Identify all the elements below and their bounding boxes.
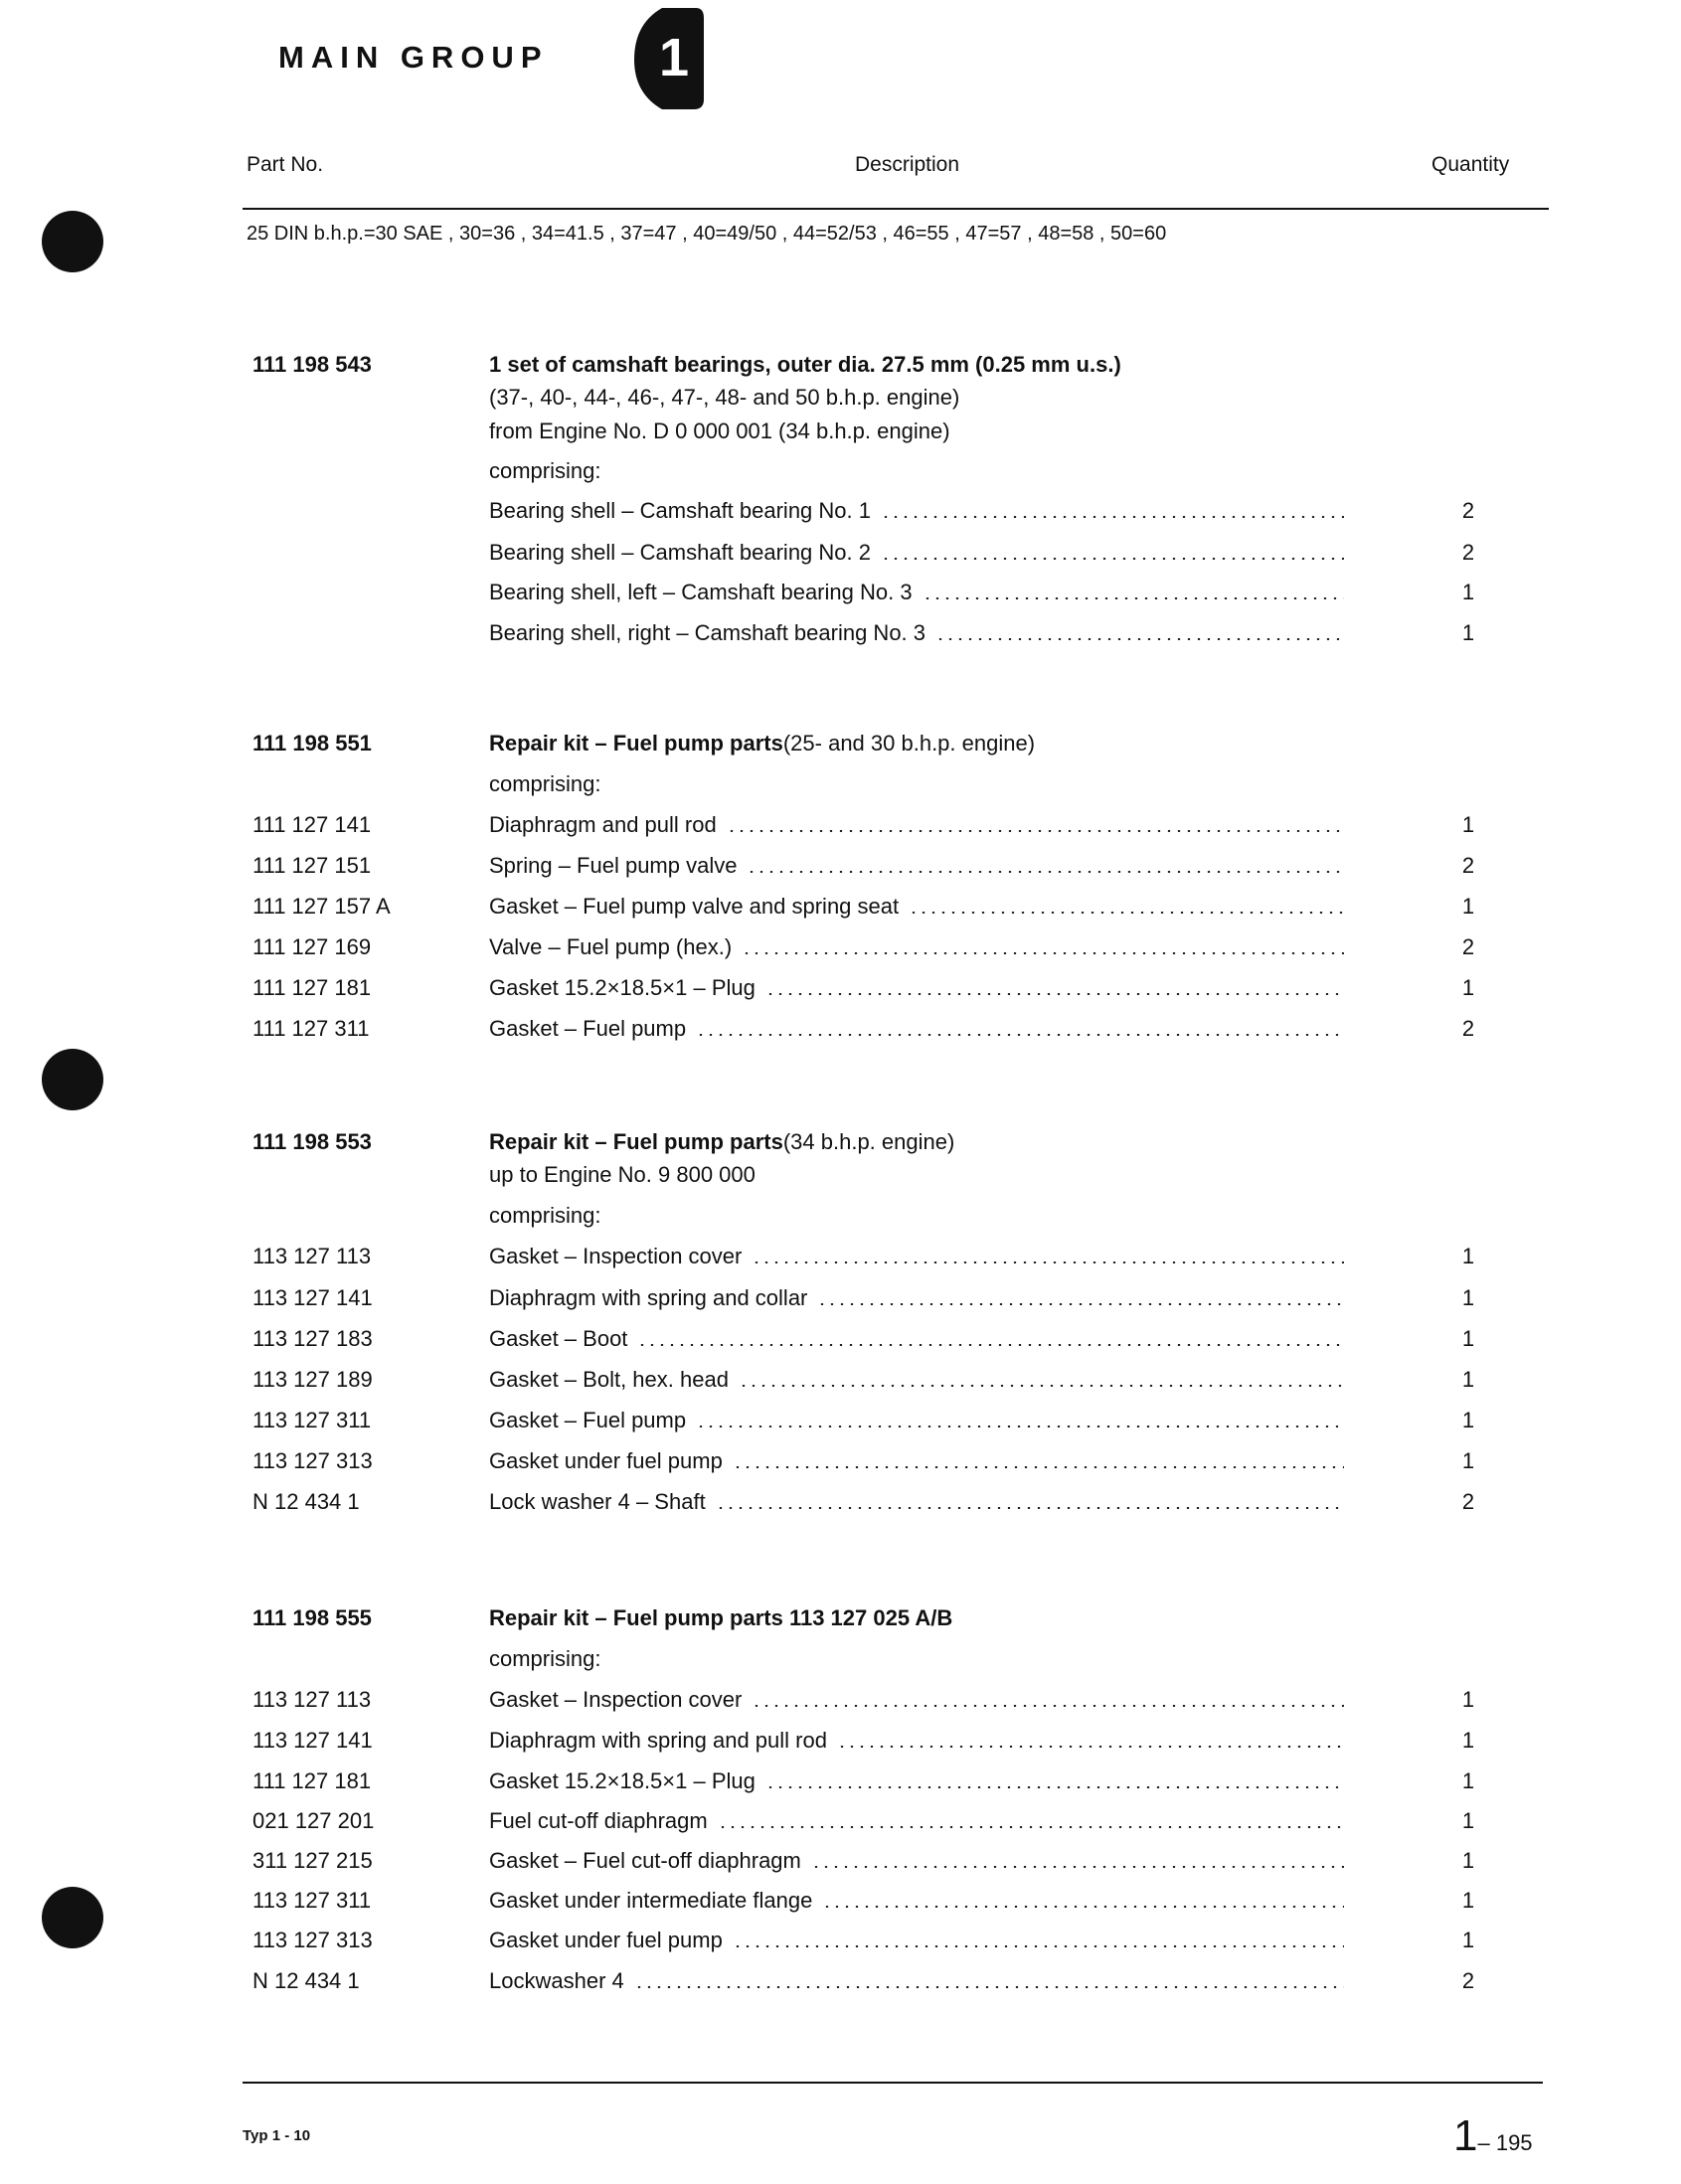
part-description xyxy=(489,620,1352,646)
description-text: Gasket under fuel pump xyxy=(489,1448,723,1473)
quantity: 1 xyxy=(1461,1367,1475,1392)
description-text: Diaphragm and pull rod xyxy=(489,812,717,837)
part-number: 113 127 313 xyxy=(252,1928,373,1952)
part-description xyxy=(489,1848,1352,1874)
description-text: Gasket – Inspection cover xyxy=(489,1244,743,1268)
description-text: Lockwasher 4 xyxy=(489,1968,624,1993)
part-description xyxy=(489,1646,1352,1672)
dot-leader xyxy=(822,1906,1344,1908)
dot-leader xyxy=(752,1705,1344,1707)
description-text: Gasket – Inspection cover xyxy=(489,1687,743,1712)
dot-leader xyxy=(727,830,1344,832)
dot-leader xyxy=(765,1786,1344,1788)
part-description xyxy=(489,1888,1352,1914)
table-row xyxy=(0,845,1681,885)
column-header-description: Description xyxy=(855,153,960,176)
part-description xyxy=(489,1605,1352,1631)
part-number: 311 127 215 xyxy=(252,1848,373,1873)
part-description xyxy=(489,419,1352,444)
part-description xyxy=(489,1203,1352,1229)
part-description xyxy=(489,894,1352,920)
table-row xyxy=(0,1440,1681,1480)
dot-leader xyxy=(718,1826,1344,1828)
part-description xyxy=(489,1768,1352,1794)
part-description xyxy=(489,1285,1352,1311)
dot-leader xyxy=(716,1507,1344,1509)
table-row xyxy=(0,450,1681,490)
page-number xyxy=(1453,2111,1533,2161)
table-row xyxy=(0,1880,1681,1920)
table-row xyxy=(0,1597,1681,1637)
dot-leader xyxy=(881,558,1344,560)
quantity: 1 xyxy=(1461,1848,1475,1873)
description-text: from Engine No. D 0 000 001 (34 b.h.p. engine) xyxy=(489,419,950,443)
part-description xyxy=(489,853,1352,879)
part-number: 021 127 201 xyxy=(252,1808,375,1833)
description-text: 1 set of camshaft bearings, outer dia. 27.5 mm (0.25 mm u.s.) xyxy=(489,352,1121,377)
part-number: 111 127 311 xyxy=(252,1016,370,1041)
quantity: 2 xyxy=(1461,853,1475,878)
table-row xyxy=(0,532,1681,572)
table-row xyxy=(0,1318,1681,1358)
binder-hole xyxy=(42,211,103,272)
part-description xyxy=(489,934,1352,960)
quantity: 1 xyxy=(1461,1448,1475,1473)
description-text: Diaphragm with spring and collar xyxy=(489,1285,808,1310)
table-row xyxy=(0,490,1681,530)
dot-leader xyxy=(742,952,1344,954)
part-description xyxy=(489,731,1352,756)
part-number: 113 127 113 xyxy=(252,1687,372,1712)
quantity: 2 xyxy=(1461,1016,1475,1041)
part-number: 111 127 141 xyxy=(252,812,372,837)
part-number: 111 127 181 xyxy=(252,1768,372,1793)
dot-leader xyxy=(837,1746,1344,1748)
part-description xyxy=(489,1728,1352,1754)
table-row xyxy=(0,1720,1681,1760)
description-text: (37-, 40-, 44-, 46-, 47-, 48- and 50 b.h.p. engine) xyxy=(489,385,960,410)
dot-leader xyxy=(634,1986,1344,1988)
part-number: N 12 434 1 xyxy=(252,1968,360,1993)
table-row xyxy=(0,1359,1681,1399)
table-row xyxy=(0,926,1681,966)
table-row xyxy=(0,1277,1681,1317)
description-text: Bearing shell – Camshaft bearing No. 1 xyxy=(489,498,871,523)
quantity: 1 xyxy=(1461,975,1475,1000)
table-row xyxy=(0,1481,1681,1521)
part-description xyxy=(489,1928,1352,1953)
part-description xyxy=(489,1968,1352,1994)
description-text: comprising: xyxy=(489,458,601,483)
table-row xyxy=(0,967,1681,1007)
part-description xyxy=(489,1408,1352,1433)
quantity: 1 xyxy=(1461,1687,1475,1712)
description-text: Repair kit – Fuel pump parts xyxy=(489,731,783,756)
quantity: 1 xyxy=(1461,1808,1475,1833)
table-row xyxy=(0,1960,1681,2000)
quantity: 1 xyxy=(1461,1244,1475,1268)
dot-leader xyxy=(909,912,1344,914)
quantity: 1 xyxy=(1461,812,1475,837)
footer-rule xyxy=(243,2082,1543,2084)
part-description xyxy=(489,352,1352,378)
table-row xyxy=(0,886,1681,925)
dot-leader xyxy=(752,1261,1344,1263)
table-row xyxy=(0,1154,1681,1194)
part-number: 113 127 113 xyxy=(252,1244,372,1268)
part-description xyxy=(489,1687,1352,1713)
part-number: 111 127 151 xyxy=(252,853,372,878)
binder-hole xyxy=(42,1049,103,1110)
part-description xyxy=(489,975,1352,1001)
description-text: Gasket under fuel pump xyxy=(489,1928,723,1952)
table-row xyxy=(0,411,1681,450)
dot-leader xyxy=(817,1303,1344,1305)
description-text: Gasket – Fuel pump xyxy=(489,1016,687,1041)
description-text: Spring – Fuel pump valve xyxy=(489,853,738,878)
part-description xyxy=(489,1244,1352,1269)
quantity: 1 xyxy=(1461,1326,1475,1351)
table-row xyxy=(0,1840,1681,1880)
description-text: Gasket under intermediate flange xyxy=(489,1888,813,1913)
description-text: Bearing shell – Camshaft bearing No. 2 xyxy=(489,540,871,565)
page-title: MAIN GROUP xyxy=(278,40,549,75)
part-description xyxy=(489,540,1352,566)
table-row xyxy=(0,1195,1681,1235)
quantity: 2 xyxy=(1461,540,1475,565)
part-description xyxy=(489,1808,1352,1834)
part-description xyxy=(489,1448,1352,1474)
description-text: Repair kit – Fuel pump parts xyxy=(489,1129,783,1154)
dot-leader xyxy=(765,993,1344,995)
description-text: Gasket – Bolt, hex. head xyxy=(489,1367,729,1392)
header-rule xyxy=(243,208,1549,210)
part-description xyxy=(489,1129,1352,1155)
part-description xyxy=(489,580,1352,605)
description-text: comprising: xyxy=(489,1646,601,1671)
table-row xyxy=(0,763,1681,803)
description-text: Valve – Fuel pump (hex.) xyxy=(489,934,733,959)
quantity: 1 xyxy=(1461,1768,1475,1793)
quantity: 1 xyxy=(1461,1928,1475,1952)
table-row xyxy=(0,1761,1681,1800)
part-number: 113 127 183 xyxy=(252,1326,373,1351)
part-number: 113 127 141 xyxy=(252,1285,373,1310)
table-row xyxy=(0,1008,1681,1048)
part-number: 111 198 555 xyxy=(252,1605,372,1630)
part-description xyxy=(489,498,1352,524)
table-row xyxy=(0,612,1681,652)
quantity: 2 xyxy=(1461,1968,1475,1993)
table-row xyxy=(0,1679,1681,1719)
part-number: 113 127 311 xyxy=(252,1888,372,1913)
part-number: 113 127 311 xyxy=(252,1408,372,1432)
description-text: Fuel cut-off diaphragm xyxy=(489,1808,708,1833)
table-row xyxy=(0,1638,1681,1678)
quantity: 2 xyxy=(1461,934,1475,959)
description-note: (25- and 30 b.h.p. engine) xyxy=(782,731,1036,756)
dot-leader xyxy=(935,638,1344,640)
column-header-quantity: Quantity xyxy=(1431,153,1510,176)
part-number: 113 127 313 xyxy=(252,1448,373,1473)
quantity: 1 xyxy=(1461,894,1475,919)
part-number: 111 198 551 xyxy=(252,731,372,756)
dot-leader xyxy=(637,1344,1344,1346)
dot-leader xyxy=(696,1426,1344,1428)
hp-conversion-note: 25 DIN b.h.p.=30 SAE , 30=36 , 34=41.5 , 37=47 , 40=49/50 , 44=52/53 , 46=55 , 47=57 , 48=58 , 50=60 xyxy=(247,223,1167,245)
description-text: comprising: xyxy=(489,1203,601,1228)
quantity: 1 xyxy=(1461,1888,1475,1913)
quantity: 1 xyxy=(1461,620,1475,645)
dot-leader xyxy=(696,1034,1344,1036)
part-description xyxy=(489,771,1352,797)
group-badge-number: 1 xyxy=(658,28,690,87)
table-row xyxy=(0,1400,1681,1439)
part-description xyxy=(489,812,1352,838)
table-row xyxy=(0,572,1681,611)
description-text: Bearing shell, right – Camshaft bearing No. 3 xyxy=(489,620,926,645)
table-row xyxy=(0,1920,1681,1959)
table-row xyxy=(0,1800,1681,1840)
table-row xyxy=(0,723,1681,762)
part-description xyxy=(489,1162,1352,1188)
description-text: Gasket – Fuel pump valve and spring seat xyxy=(489,894,900,919)
part-number: 111 127 181 xyxy=(252,975,372,1000)
description-text: Repair kit – Fuel pump parts 113 127 025 A/B xyxy=(489,1605,953,1630)
description-text: Gasket – Fuel cut-off diaphragm xyxy=(489,1848,801,1873)
description-text: comprising: xyxy=(489,771,601,796)
description-text: up to Engine No. 9 800 000 xyxy=(489,1162,756,1187)
part-number: 111 127 157 A xyxy=(252,894,391,919)
part-number: 111 198 553 xyxy=(252,1129,372,1154)
table-row xyxy=(0,1236,1681,1275)
quantity: 1 xyxy=(1461,1285,1475,1310)
part-description xyxy=(489,385,1352,411)
part-description xyxy=(489,1326,1352,1352)
part-description xyxy=(489,458,1352,484)
part-number: N 12 434 1 xyxy=(252,1489,360,1514)
dot-leader xyxy=(811,1866,1344,1868)
dot-leader xyxy=(733,1945,1344,1947)
dot-leader xyxy=(747,871,1344,873)
part-number: 113 127 141 xyxy=(252,1728,373,1753)
type-label: Typ 1 - 10 xyxy=(243,2127,311,2144)
part-description xyxy=(489,1489,1352,1515)
description-text: Bearing shell, left – Camshaft bearing No. 3 xyxy=(489,580,913,604)
description-note: (34 b.h.p. engine) xyxy=(782,1129,955,1154)
part-number: 111 127 169 xyxy=(252,934,372,959)
part-number: 111 198 543 xyxy=(252,352,372,377)
page-number-sub: – 195 xyxy=(1477,2130,1533,2155)
dot-leader xyxy=(881,516,1344,518)
description-text: Gasket – Boot xyxy=(489,1326,628,1351)
column-header-part-no: Part No. xyxy=(247,153,324,176)
part-number: 113 127 189 xyxy=(252,1367,373,1392)
description-text: Gasket 15.2×18.5×1 – Plug xyxy=(489,975,756,1000)
table-row xyxy=(0,804,1681,844)
description-text: Lock washer 4 – Shaft xyxy=(489,1489,706,1514)
description-text: Gasket – Fuel pump xyxy=(489,1408,687,1432)
quantity: 1 xyxy=(1461,1728,1475,1753)
part-description xyxy=(489,1016,1352,1042)
group-badge xyxy=(628,4,708,113)
page-number-main: 1 xyxy=(1453,2111,1478,2160)
dot-leader xyxy=(739,1385,1344,1387)
description-text: Diaphragm with spring and pull rod xyxy=(489,1728,827,1753)
dot-leader xyxy=(733,1466,1344,1468)
description-text: Gasket 15.2×18.5×1 – Plug xyxy=(489,1768,756,1793)
quantity: 1 xyxy=(1461,1408,1475,1432)
quantity: 2 xyxy=(1461,1489,1475,1514)
part-description xyxy=(489,1367,1352,1393)
dot-leader xyxy=(923,597,1344,599)
quantity: 2 xyxy=(1461,498,1475,523)
quantity: 1 xyxy=(1461,580,1475,604)
